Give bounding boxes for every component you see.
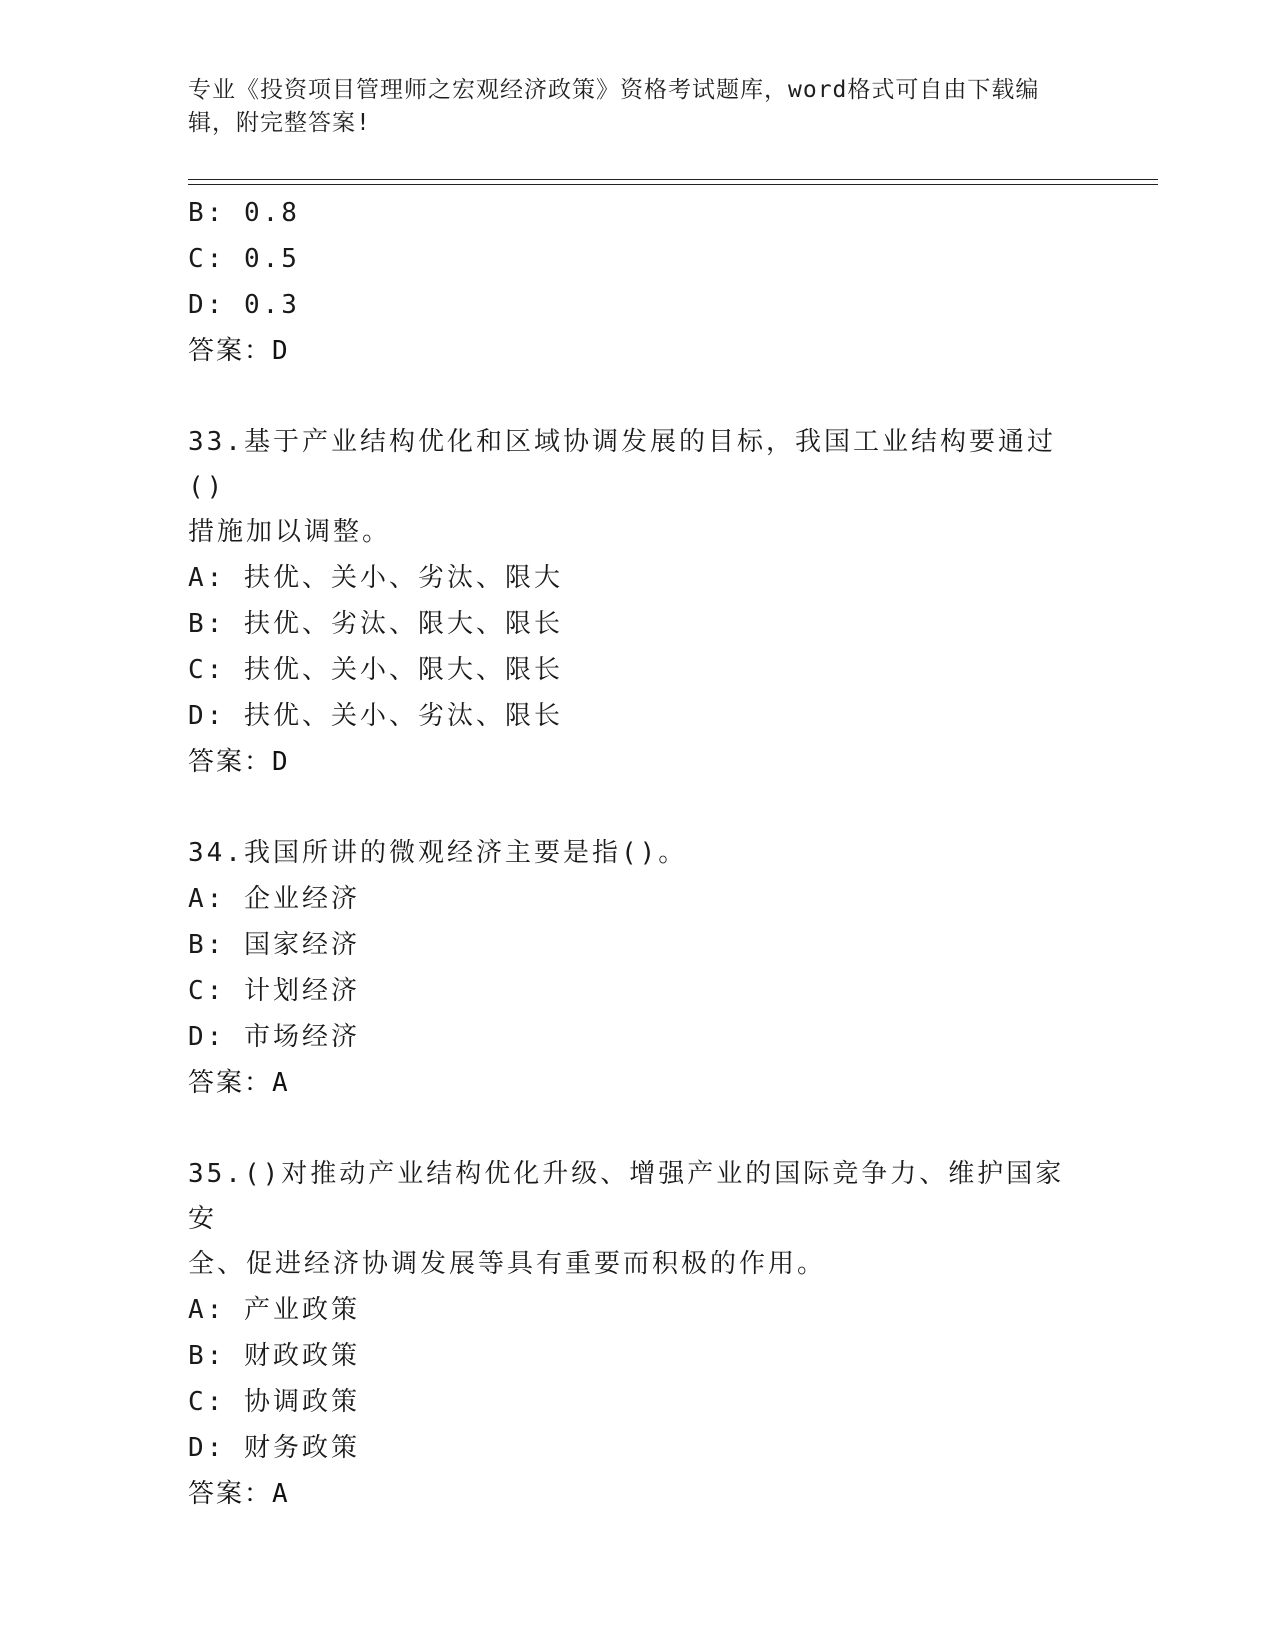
answer-line: 答案：D (188, 336, 290, 366)
question-35 (188, 1152, 1088, 1517)
option-d: D: 0.3 (188, 290, 300, 320)
question-stem-line-2: 措施加以调整。 (188, 517, 392, 547)
option-c: C: 协调政策 (188, 1387, 360, 1417)
question-stem-line-1: 34.我国所讲的微观经济主要是指()。 (188, 838, 688, 868)
option-c: C: 扶优、关小、限大、限长 (188, 655, 563, 685)
question-stem-line-1: 35.()对推动产业结构优化升级、增强产业的国际竞争力、维护国家安 (188, 1159, 1065, 1234)
option-d: D: 扶优、关小、劣汰、限长 (188, 701, 563, 731)
answer-line: 答案：D (188, 747, 290, 777)
option-c: C: 0.5 (188, 244, 300, 274)
option-b: B: 0.8 (188, 198, 300, 228)
question-32-tail (188, 190, 1088, 374)
option-b: B: 国家经济 (188, 930, 360, 960)
question-stem-line-1: 33.基于产业结构优化和区域协调发展的目标，我国工业结构要通过() (188, 427, 1056, 502)
option-c: C: 计划经济 (188, 976, 360, 1006)
option-d: D: 财务政策 (188, 1433, 360, 1463)
option-a: A: 企业经济 (188, 884, 360, 914)
question-content (188, 190, 1088, 1517)
question-34 (188, 831, 1088, 1106)
document-header: 专业《投资项目管理师之宏观经济政策》资格考试题库，word格式可自由下载编辑，附完整答案! (188, 77, 1040, 136)
answer-line: 答案：A (188, 1068, 290, 1098)
option-b: B: 扶优、劣汰、限大、限长 (188, 609, 563, 639)
option-a: A: 产业政策 (188, 1295, 360, 1325)
answer-line: 答案：A (188, 1479, 290, 1509)
question-stem-line-2: 全、促进经济协调发展等具有重要而积极的作用。 (188, 1249, 827, 1279)
option-d: D: 市场经济 (188, 1022, 360, 1052)
question-33 (188, 420, 1088, 785)
header-divider-bottom (188, 184, 1158, 185)
option-b: B: 财政政策 (188, 1341, 360, 1371)
header-divider-top (188, 179, 1158, 180)
option-a: A: 扶优、关小、劣汰、限大 (188, 563, 563, 593)
